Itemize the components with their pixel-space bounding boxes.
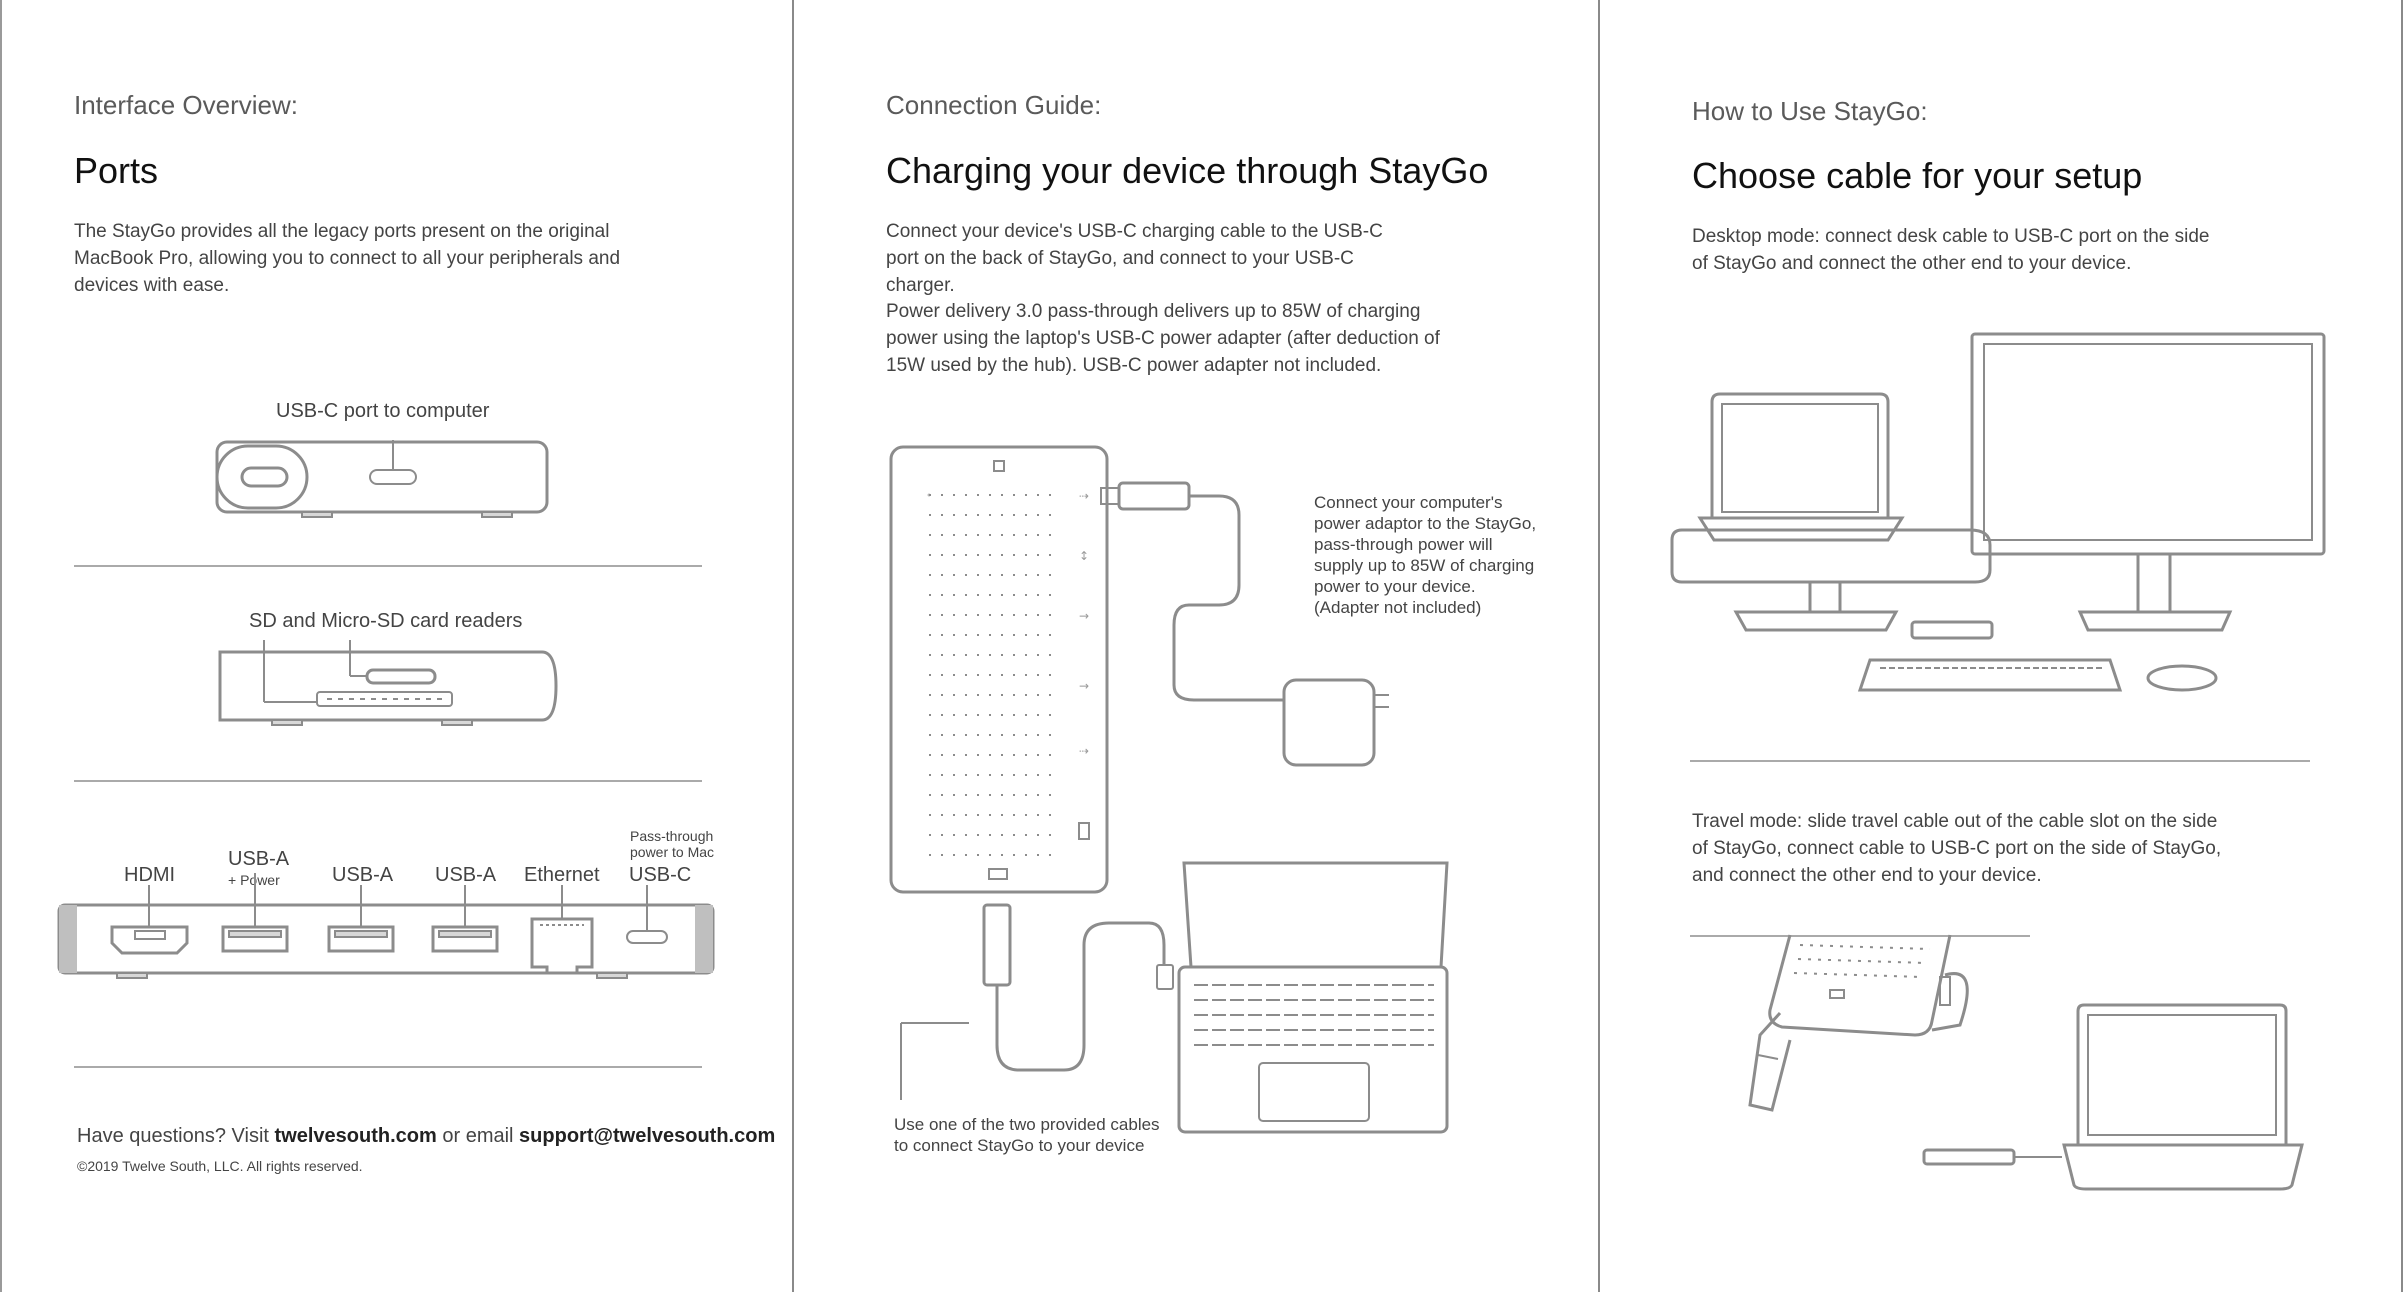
adapter-note-line: supply up to 85W of charging xyxy=(1314,556,1535,575)
divider xyxy=(74,780,702,782)
footer-pre: Have questions? Visit xyxy=(77,1125,275,1147)
adapter-note xyxy=(1314,492,1536,618)
panel-connection-guide xyxy=(792,0,1598,1292)
adapter-note-line: power adaptor to the StayGo, xyxy=(1314,514,1537,533)
eyebrow-interface-overview: Interface Overview: xyxy=(74,90,298,120)
setup-title: Choose cable for your setup xyxy=(1692,155,2143,196)
cable-note-line: Use one of the two provided cables xyxy=(894,1115,1160,1134)
usbc-port-illustration xyxy=(207,430,567,520)
adapter-note-line: (Adapter not included) xyxy=(1314,598,1482,617)
svg-text:→: → xyxy=(1079,679,1090,693)
copyright: ©2019 Twelve South, LLC. All rights reserved. xyxy=(77,1158,363,1174)
passthrough-line1: Pass-through xyxy=(630,828,714,844)
cable-note xyxy=(894,1114,1160,1156)
travel-setup-illustration xyxy=(1750,935,2390,1195)
port-label-power-sub: + Power xyxy=(228,872,280,888)
footer-questions xyxy=(77,1123,775,1150)
passthrough-label xyxy=(630,828,714,860)
cable-note-line: to connect StayGo to your device xyxy=(894,1136,1145,1155)
port-label-usbc: USB-C xyxy=(629,864,692,886)
adapter-note-line: pass-through power will xyxy=(1314,535,1493,554)
adapter-note-line: Connect your computer's xyxy=(1314,493,1503,512)
desktop-mode-text: Desktop mode: connect desk cable to USB-C port on the side of StayGo and connect the other end to your device. xyxy=(1692,226,2210,274)
port-label-usba-2: USB-A xyxy=(435,864,497,886)
desktop-setup-illustration xyxy=(1670,330,2400,700)
charging-body-2: Power delivery 3.0 pass-through delivers up to 85W of charging power using the laptop's USB-C power adapter (after deduction of 15W used by the hub). USB-C power adapter not included. xyxy=(886,301,1440,376)
svg-text:⇢: ⇢ xyxy=(1079,489,1090,503)
footer-email-link[interactable]: support@twelvesouth.com xyxy=(519,1125,776,1147)
port-label-ethernet: Ethernet xyxy=(524,864,600,886)
panel-interface-overview xyxy=(0,0,792,1292)
panel-how-to-use xyxy=(1598,0,2403,1292)
sd-reader-illustration xyxy=(212,640,557,730)
svg-text:⇢: ⇢ xyxy=(1079,744,1090,758)
passthrough-line2: power to Mac xyxy=(630,844,715,860)
footer-mid: or email xyxy=(436,1125,520,1147)
svg-text:→: → xyxy=(1079,609,1090,623)
divider xyxy=(74,565,702,567)
footer-site-link[interactable]: twelvesouth.com xyxy=(274,1125,437,1147)
ports-body: The StayGo provides all the legacy ports present on the original MacBook Pro, allowing you to connect to all your peripherals and devices with ease. xyxy=(74,221,621,296)
adapter-note-line: power to your device. xyxy=(1314,577,1476,596)
charging-title: Charging your device through StayGo xyxy=(886,150,1489,191)
eyebrow-how-to-use: How to Use StayGo: xyxy=(1692,96,1928,126)
travel-mode-text: Travel mode: slide travel cable out of the cable slot on the side of StayGo, connect cable to USB-C port on the side of StayGo, and connect the other end to your device. xyxy=(1692,811,2222,886)
sd-reader-label: SD and Micro-SD card readers xyxy=(249,610,523,632)
ports-strip-illustration xyxy=(57,895,717,985)
divider xyxy=(1690,760,2310,762)
charging-body-1: Connect your device's USB-C charging cable to the USB-C port on the back of StayGo, and connect to your USB-C charger. xyxy=(886,221,1383,296)
port-label-usba-power: USB-A xyxy=(228,848,290,870)
svg-text:↕: ↕ xyxy=(1079,549,1090,563)
usbc-computer-label: USB-C port to computer xyxy=(276,400,490,422)
eyebrow-connection-guide: Connection Guide: xyxy=(886,90,1102,120)
ports-title: Ports xyxy=(74,150,159,191)
port-label-usba-1: USB-A xyxy=(332,864,394,886)
port-label-hdmi: HDMI xyxy=(124,864,176,886)
divider xyxy=(74,1066,702,1068)
